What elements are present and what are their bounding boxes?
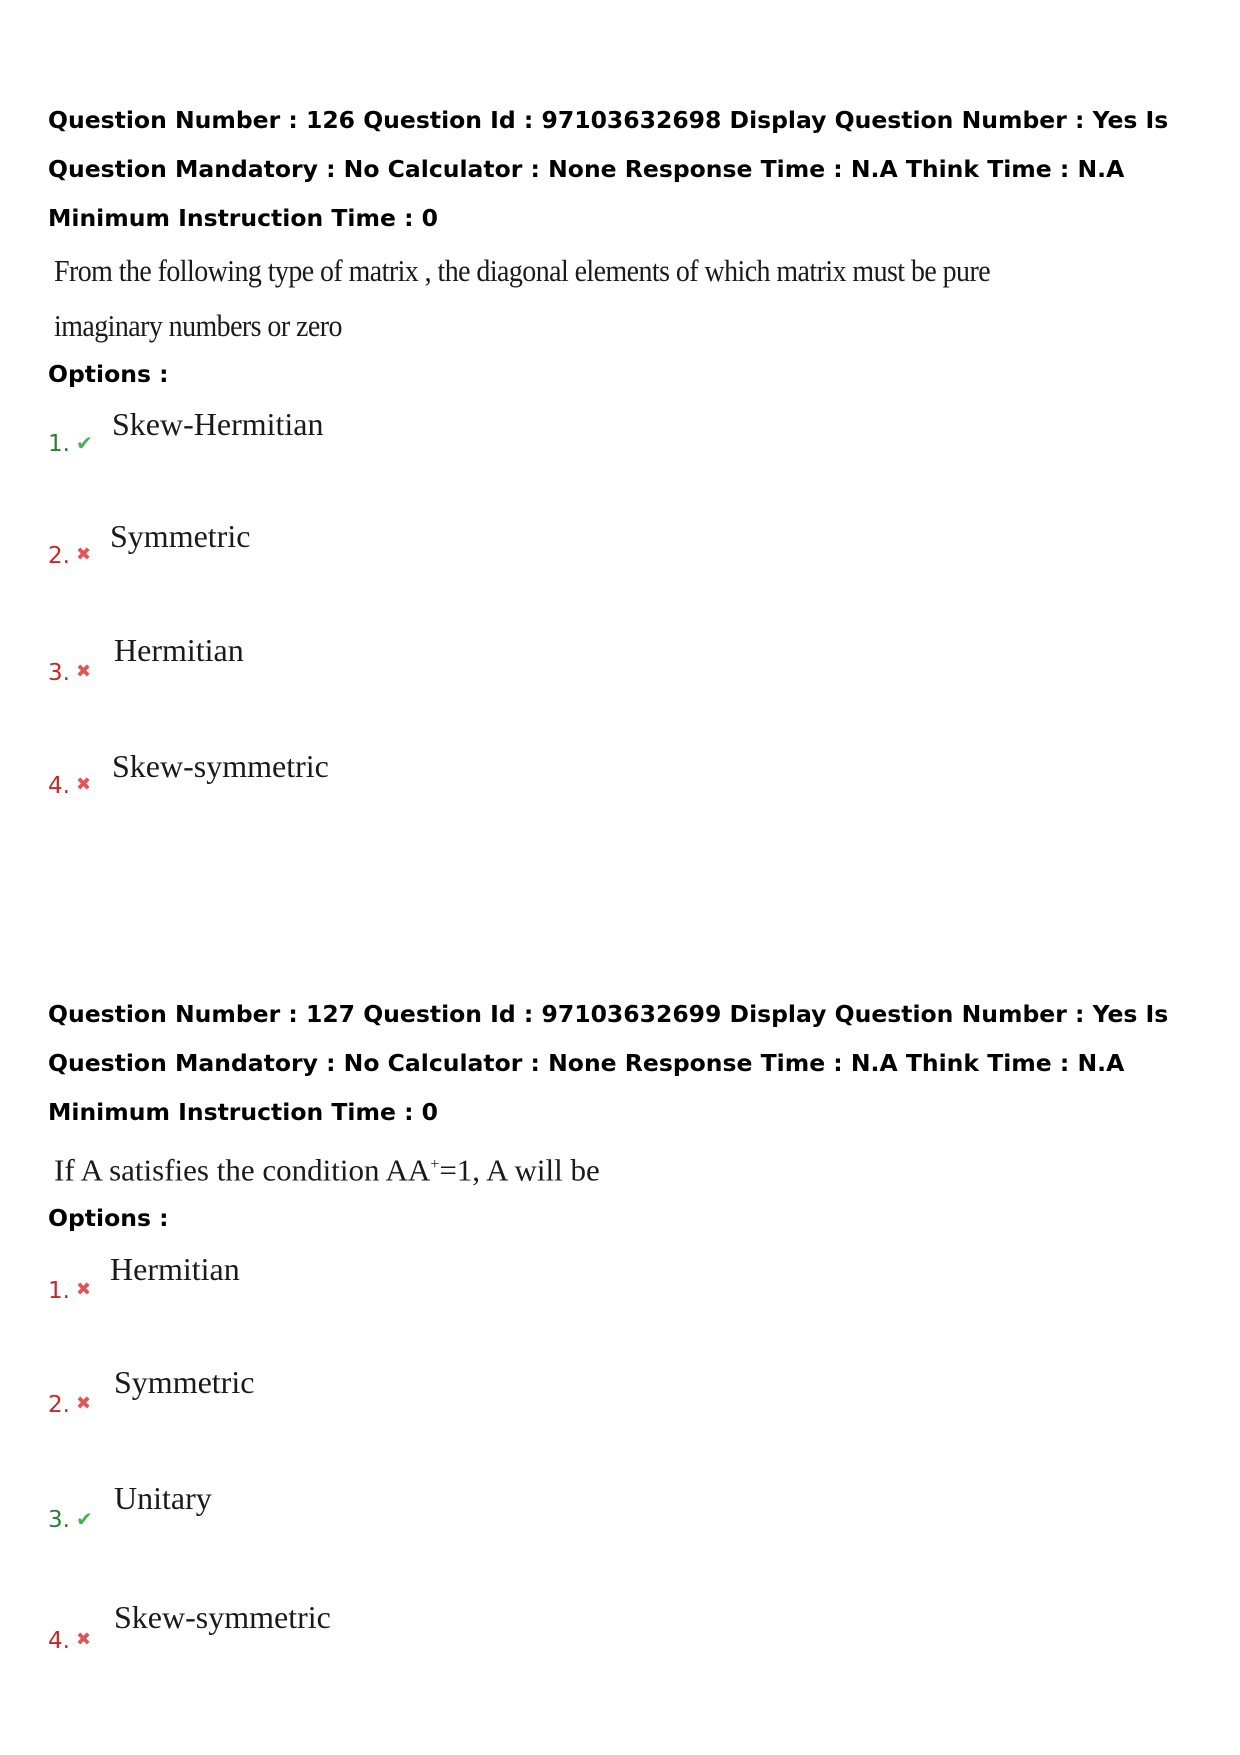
option-number: 3.	[48, 660, 70, 686]
option-4	[48, 1594, 748, 1654]
question-stem	[54, 243, 999, 353]
option-number: 1.	[48, 431, 70, 457]
options-heading: Options :	[48, 360, 169, 388]
option-3	[48, 1473, 748, 1533]
options-heading: Options :	[48, 1204, 169, 1233]
cross-icon: ✖	[76, 544, 92, 565]
question-stem-text: If A satisfies the condition AA	[54, 1152, 431, 1188]
option-text: Symmetric	[110, 518, 251, 554]
question-stem	[54, 1137, 1208, 1197]
option-number: 3.	[48, 1507, 70, 1534]
option-text: Skew-symmetric	[114, 1599, 331, 1636]
question-stem-line-2: imaginary numbers or zero	[54, 308, 342, 343]
option-text: Skew-Hermitian	[112, 406, 324, 442]
question-126	[48, 96, 1208, 799]
question-meta: Question Number : 127 Question Id : 97103632699 Display Question Number : Yes Is Question Mandatory : No Calculator : None Response Time : N.A Think Time : N.A Minimum Instruction Time : 0	[48, 1000, 1169, 1126]
question-stem-text-end: =1, A will be	[439, 1152, 600, 1188]
option-3	[48, 626, 748, 686]
option-2	[48, 509, 748, 569]
option-text: Symmetric	[114, 1364, 255, 1401]
option-text: Hermitian	[110, 1251, 240, 1288]
option-2	[48, 1358, 748, 1418]
option-text: Unitary	[114, 1480, 212, 1517]
option-text: Hermitian	[114, 632, 244, 668]
option-text: Skew-symmetric	[112, 748, 329, 784]
cross-icon: ✖	[76, 774, 92, 795]
option-number: 4.	[48, 773, 70, 799]
option-1	[48, 397, 748, 457]
question-stem-line-1: From the following type of matrix , the diagonal elements of which matrix must be pure	[54, 253, 991, 288]
cross-icon: ✖	[76, 1629, 92, 1651]
option-4	[48, 739, 748, 799]
option-number: 1.	[48, 1278, 70, 1305]
option-number: 2.	[48, 543, 70, 569]
cross-icon: ✖	[76, 661, 92, 682]
option-number: 2.	[48, 1392, 70, 1419]
question-meta: Question Number : 126 Question Id : 97103632698 Display Question Number : Yes Is Question Mandatory : No Calculator : None Response Time : N.A Think Time : N.A Minimum Instruction Time : 0	[48, 106, 1169, 232]
check-icon: ✔	[76, 431, 93, 455]
check-icon: ✔	[76, 1507, 93, 1532]
cross-icon: ✖	[76, 1279, 92, 1301]
question-127	[48, 990, 1208, 1655]
question-stem-superscript: +	[430, 1156, 440, 1173]
option-number: 4.	[48, 1628, 70, 1655]
option-1	[48, 1244, 748, 1304]
cross-icon: ✖	[76, 1393, 92, 1415]
